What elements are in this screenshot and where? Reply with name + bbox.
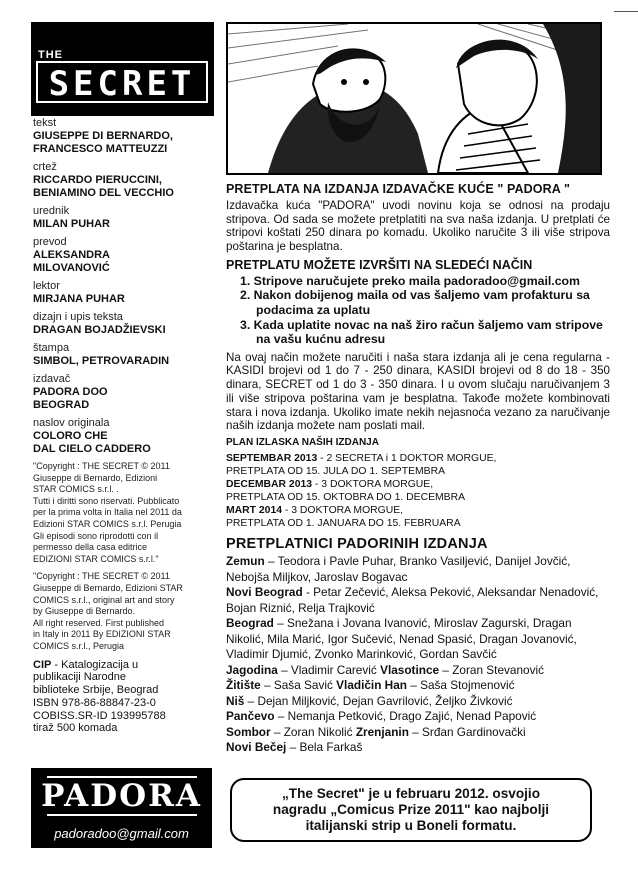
logo-rule-bottom — [47, 814, 197, 816]
subscriber-names: - Petar Zečević, Aleksa Peković, Aleksandar Nenadović, Bojan Riznić, Relja Trajković — [226, 585, 599, 615]
subscriber-names: – Srđan Gardinovački — [408, 724, 526, 739]
subscriber-city: Jagodina — [226, 662, 278, 677]
top-edge-line — [614, 11, 638, 12]
subscriber-city: Žitište — [226, 678, 261, 692]
credit-value: MILAN PUHAR — [33, 218, 110, 230]
plan-month: SEPTEMBAR 2013 — [226, 453, 318, 464]
credit-value: DRAGAN BOJADŽIEVSKI — [33, 324, 166, 336]
copyright-italian: "Copyright : THE SECRET © 2011 Giuseppe di Bernardo, Edizioni STAR COMICS s.r.l. . Tutti i diritti sono riservati. Pubblicato per la prima volta in Italia nel 2011 da Edizioni STAR COMICS s.r.l. Perugia Gli episodi sono riprodotti con il permesso della casa editrice EDIZIONI STAR COMICS s.r.l." — [33, 461, 182, 564]
step-item: 3. Kada uplatite novac na naš žiro račun šaljemo vam stripove na vašu kućnu adresu — [240, 317, 603, 347]
subscriber-city: Zrenjanin — [355, 724, 409, 739]
credit-text — [33, 117, 213, 156]
credit-design — [33, 311, 213, 337]
credit-label: naslov originala — [33, 417, 110, 429]
subscriber-city: Novi Bečej — [226, 740, 287, 754]
logo-big-text: SECRET — [36, 61, 208, 103]
plan-subscription-window: PRETPLATA OD 15. OKTOBRA DO 1. DECEMBRA — [226, 492, 466, 503]
subscriber-names: – Vladimir Carević — [277, 662, 381, 677]
credit-original-title — [33, 417, 213, 456]
cip-block — [33, 659, 213, 736]
comic-panel-image — [226, 22, 602, 175]
step-item: 1. Stripove naručujete preko maila padoradoo@gmail.com — [240, 273, 580, 288]
credit-editor — [33, 205, 213, 231]
subscriber-city: Zemun — [226, 554, 265, 568]
copyright-english: "Copyright : THE SECRET © 2011 Giuseppe di Bernardo, Edizioni STAR COMICS s.r.l., original art and story by Giuseppe di Bernardo. All right reserved. First published in Italy in 2011 By EDIZIONI STAR COMICS s.r.l., Perugia — [33, 571, 183, 651]
subscriber-names: – Zoran Nikolić — [270, 724, 356, 739]
subscribers-list — [226, 554, 610, 756]
padora-logo-box — [31, 768, 212, 848]
subscriber-city: Sombor — [226, 724, 271, 739]
credit-label: tekst — [33, 117, 57, 129]
the-secret-logo — [31, 22, 214, 116]
subscriber-names: – Bela Farkaš — [286, 740, 363, 754]
subscriber-names: – Saša Savić — [260, 678, 337, 692]
credit-label: dizajn i upis teksta — [33, 311, 123, 323]
subscriber-city: Beograd — [226, 616, 274, 630]
step-item: 2. Nakon dobijenog maila od vas šaljemo vam profakturu sa podacima za uplatu — [240, 288, 590, 317]
credit-label: urednik — [33, 205, 70, 217]
plan-subscription-window: PRETPLATA OD 1. JANUARA DO 15. FEBRUARA — [226, 518, 461, 529]
subscriber-city: Vladičin Han — [336, 678, 407, 692]
credits-column — [33, 117, 213, 735]
plan-text: - 3 DOKTORA MORGUE, — [312, 479, 434, 490]
credit-label: izdavač — [33, 373, 71, 385]
subscribers-title: PRETPLATNICI PADORINIH IZDANJA — [226, 536, 488, 552]
subscriber-row — [226, 616, 610, 663]
plan-text: - 2 SECRETA i 1 DOKTOR MORGUE, — [317, 453, 497, 464]
credit-value: ALEKSANDRA MILOVANOVIĆ — [33, 249, 110, 274]
logo-small-text: THE — [38, 49, 63, 61]
subscribe-steps — [240, 274, 610, 347]
plan-text: - 3 DOKTORA MORGUE, — [282, 505, 404, 516]
award-text: „The Secret" je u februaru 2012. osvojio nagradu „Comicus Prize 2011" kao najbolji italijanski strip u Boneli formatu. — [272, 786, 550, 833]
subscriber-names: – Zoran Stevanović — [439, 662, 545, 677]
credit-value: MIRJANA PUHAR — [33, 293, 125, 305]
credit-label: štampa — [33, 342, 70, 354]
award-box — [230, 778, 592, 842]
plan-month: DECEMBAR 2013 — [226, 479, 313, 490]
subscriber-names: – Teodora i Pavle Puhar, Branko Vasiljević, Danijel Jovčić, Nebojša Miljkov, Jaroslav Bogavac — [226, 554, 571, 584]
plan-item — [226, 452, 610, 465]
credit-print — [33, 342, 213, 368]
subscriber-row — [226, 678, 610, 694]
subscriber-names: – Saša Stojmenović — [406, 678, 515, 692]
how-to-subscribe-title: PRETPLATU MOŽETE IZVRŠITI NA SLEDEĆI NAČIN — [226, 257, 533, 272]
credit-art — [33, 161, 213, 200]
article-title: PRETPLATA NA IZDANJA IZDAVAČKE KUĆE " PADORA " — [226, 182, 570, 196]
subscriber-row — [226, 725, 610, 741]
padora-logo-text: PADORA — [41, 778, 202, 814]
cip-head: CIP — [33, 658, 52, 671]
comic-panel-drawing — [228, 24, 600, 173]
credit-publisher — [33, 373, 213, 412]
credit-value: PADORA DOO BEOGRAD — [33, 386, 108, 411]
article-intro: Izdavačka kuća "PADORA" uvodi novinu koja se odnosi na prodaju stripova. Od sada se možete pretplatiti na sva naša izdanja. U pretplati će stripovi koštati 250 dinara po komadu. Ukoliko naručite 3 ili više stripova poštarina je besplatna. — [226, 199, 610, 254]
plan-subscription-window: PRETPLATA OD 15. JULA DO 1. SEPTEMBRA — [226, 466, 446, 477]
cip-rest: - Katalogizacija u publikaciji Narodne biblioteke Srbije, Beograd ISBN 978-86-88847-23-0 COBISS.SR-ID 193995788 tiraž 500 komada — [33, 658, 166, 735]
credit-value: GIUSEPPE DI BERNARDO, FRANCESCO MATTEUZZI — [33, 130, 173, 155]
subscriber-names: – Dejan Miljković, Dejan Gavrilović, Željko Živković — [244, 693, 513, 708]
credit-label: crtež — [33, 161, 57, 173]
credit-proofreader — [33, 280, 213, 306]
plan-month: MART 2014 — [226, 505, 283, 516]
subscriber-names: – Nemanja Petković, Drago Zajić, Nenad Papović — [274, 709, 537, 723]
subscriber-row — [226, 663, 610, 679]
plan-item — [226, 478, 610, 491]
subscriber-row — [226, 554, 610, 585]
subscriber-city: Niš — [226, 693, 245, 708]
subscriber-row — [226, 694, 610, 710]
credit-value: COLORO CHE DAL CIELO CADDERO — [33, 430, 151, 455]
credit-value: RICCARDO PIERUCCINI, BENIAMINO DEL VECCHIO — [33, 174, 174, 199]
credit-translation — [33, 236, 213, 275]
subscriber-city: Novi Beograd — [226, 585, 303, 599]
padora-logo — [31, 776, 212, 816]
old-issues-paragraph: Na ovaj način možete naručiti i naša stara izdanja ali je cena regularna - KASIDI brojevi od 1 do 7 - 250 dinara, KASIDI brojevi od 8 do 18 - 350 dinara, SECRET od 1 do 3 - 350 dinara. I u ovom slučaju naručivanjem 3 ili više stripova poštarina vam je besplatna. Takođe možete kombinovati stara i nova izdanja. Ukoliko imate nekih nejasnoća vezano za naručivanje naših izdanja možete nam poslati mail. — [226, 350, 610, 433]
credit-value: SIMBOL, PETROVARADIN — [33, 355, 170, 367]
plan-item — [226, 504, 610, 517]
subscriber-city: Vlasotince — [380, 662, 440, 677]
credit-label: prevod — [33, 236, 67, 248]
subscription-article — [226, 182, 610, 756]
subscriber-row — [226, 709, 610, 725]
subscriber-row — [226, 585, 610, 616]
padora-email: padoradoo@gmail.com — [54, 826, 189, 841]
release-plan-title: PLAN IZLASKA NAŠIH IZDANJA — [226, 437, 379, 448]
subscriber-names: – Snežana i Jovana Ivanović, Miroslav Zagurski, Dragan Nikolić, Mila Marić, Igor Sučević, Nenad Spasić, Dragan Jovanović, Vladimir Djumić, Zvonko Marinković, Gordan Savčić — [226, 616, 577, 661]
subscriber-row — [226, 740, 610, 756]
subscriber-city: Pančevo — [226, 709, 275, 723]
credit-label: lektor — [33, 280, 60, 292]
